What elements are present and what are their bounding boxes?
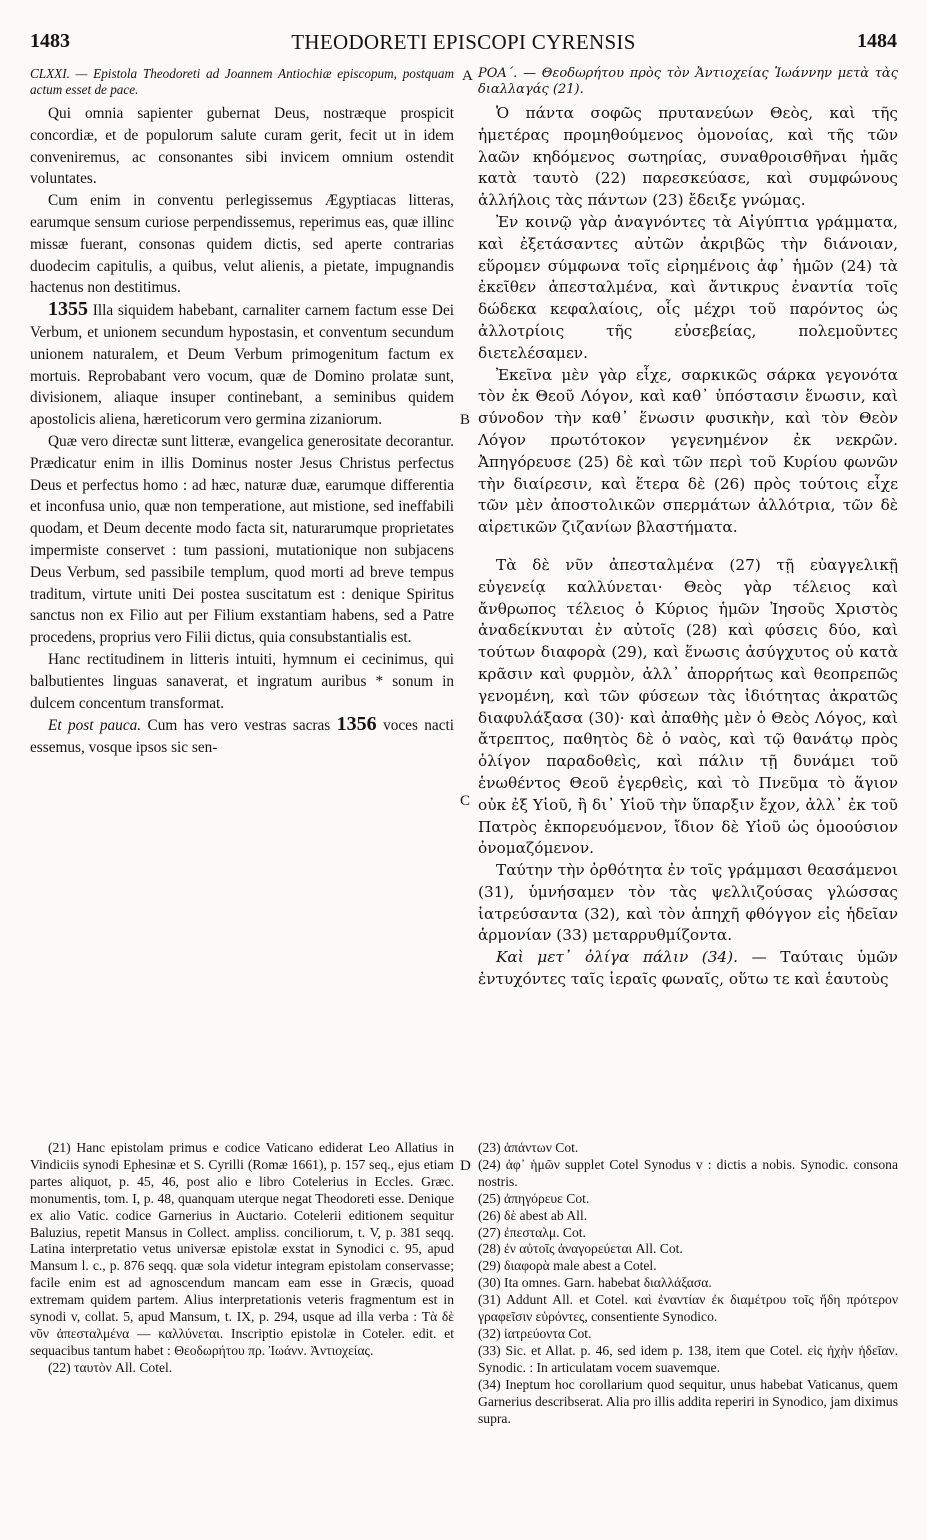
footnotes-right bbox=[478, 1140, 898, 1427]
footnote: (31) Addunt All. et Cotel. καὶ ἐναντίαν ἐκ διαμέτρου τοῖς ἤδη πρότερον γραφεῖσιν εὑρόντες, consentiente Synodico. bbox=[478, 1292, 898, 1325]
greek-paragraph: Ὁ πάντα σοφῶς πρυτανεύων Θεὸς, καὶ τῆς ἡμετέρας προμηθούμενος ὁμονοίας, καὶ τῆς τῶν λαῶν κηδόμενος σωτηρίας, συναθροισθῆναι ἡμᾶς κατὰ ταυτὸ (22) παρεσκεύασε, καὶ συμφώνους ἀλλήλοις τὰς πάντων (23) ἔδειξε γνώμας. bbox=[478, 104, 898, 210]
page-number-right: 1484 bbox=[857, 30, 897, 52]
latin-paragraph: Qui omnia sapienter gubernat Deus, nostræque prospicit concordiæ, et de populorum salute curam gerit, fecit ut in idem conveniremus, ac consonantes sibi invicem omnium ostendit voluntates. bbox=[30, 105, 454, 188]
greek-paragraph: Ἐν κοινῷ γὰρ ἀναγνόντες τὰ Αἰγύπτια γράμματα, καὶ ἐξετάσαντες αὐτῶν ἀκριβῶς τὴν διάνοιαν, εὕρομεν σύμφωνα τοῖς εἰρημένοις ἀφ᾽ ἡμῶν (24) τὰ ἐκεῖθεν ἀπεσταλμένα, καὶ ἄντικρυς ἐναντία τοῖς δώδεκα κεφαλαίοις, οἷς μέχρι τοῦ παρόντος ὡς ἀλλοτρίοις τῆς εὐσεβείας, πολεμοῦντες διετελέσαμεν. bbox=[478, 212, 898, 362]
greek-paragraph: Ταύτην τὴν ὀρθότητα ἐν τοῖς γράμμασι θεασάμενοι (31), ὑμνήσαμεν τὸν τὰς ψελλιζούσας γλώσσας ἰατρεύσαντα (32), καὶ τὸν ἀπηχῆ φθόγγον εἰς ἡδεῖαν ἁρμονίαν (33) μεταρρυθμίζοντα. bbox=[478, 861, 898, 945]
margin-mark-a: A bbox=[462, 68, 473, 84]
footnote: (27) ἐπεσταλμ. Cot. bbox=[478, 1224, 586, 1240]
footnote: (32) ἰατρεύοντα Cot. bbox=[478, 1325, 592, 1341]
latin-paragraph: 1355 Illa siquidem habebant, carnaliter carnem factum esse Dei Verbum, et unionem secundum hypostasin, et conventum secundum unionem naturalem, et Deum Verbum primogenitum factum ex mortuis. Reprobabant vero vocum, quæ de Domino prolatæ sunt, divisionem, aliaque insuper continebant, a seminibus quidem apostolicis aliena, hæreticorum vero germina zizaniorum. bbox=[30, 298, 454, 429]
greek-paragraph: Τὰ δὲ νῦν ἀπεσταλμένα (27) τῇ εὐαγγελικῇ εὐγενείᾳ καλλύνεται· Θεὸς γὰρ τέλειος καὶ ἄνθρωπος τέλειος ὁ Κύριος ἡμῶν Ἰησοῦς Χριστὸς ἀναδείκνυται ἐν αὐτοῖς (28) καὶ φύσεις δύο, καὶ τούτων διαφορὰ (29), καὶ ἕνωσις ἀσύγχυτος οὐ κατὰ κρᾶσιν καὶ φυρμὸν, ἀλλ᾽ ἀπορρήτως καὶ θεοπρεπῶς γενομένη, καὶ τῶν φύσεων τὰς ἰδιότητας ἀκρατῶς διαφυλάξασα (30)· καὶ ἀπαθὴς μὲν ὁ Θεὸς Λόγος, καὶ ἄτρεπτος, παθητὸς δὲ ὁ ναὸς, καὶ τῷ θανάτῳ πρὸς ὀλίγον παραδοθεὶς, καὶ πάλιν τῇ δυνάμει τοῦ ἑνωθέντος Θεοῦ ἐγερθεὶς, καὶ τὸ Πνεῦμα τὸ ἅγιον οὐκ ἐξ Υἱοῦ, ἢ δι᾽ Υἱοῦ τὴν ὕπαρξιν ἔχον, ἀλλ᾽ ἐκ τοῦ Πατρὸς ἐκπορευόμενον, ἴδιον δὲ Υἱοῦ ὡς ὁμοούσιον ὀνομαζόμενον. bbox=[478, 555, 898, 858]
page-number-left: 1483 bbox=[30, 30, 70, 52]
footnote: (30) Ita omnes. Garn. habebat διαλλάξασα. bbox=[478, 1275, 712, 1291]
footnotes-left bbox=[30, 1140, 454, 1377]
greek-paragraph: Ἐκεῖνα μὲν γὰρ εἶχε, σαρκικῶς σάρκα γεγονότα τὸν ἐκ Θεοῦ Λόγον, καὶ καθ᾽ ὑπόστασιν ἕνωσιν, καὶ σύνοδον τὴν καθ᾽ ἕνωσιν φυσικὴν, καὶ τὸν Θεὸν Λόγον πρωτότοκον γεγενημένον ἐκ νεκρῶν. Ἀπηγόρευσε (25) δὲ καὶ τῶν περὶ τοῦ Κυρίου φωνῶν τὴν διαίρεσιν, καὶ ἕτερα δὲ (26) πρὸς τούτοις εἶχε τῶν μὲν ἀποστολικῶν σπερμάτων ἀλλότρια, τῶν δὲ αἱρετικῶν ζιζανίων βλαστήματα. bbox=[478, 365, 898, 537]
margin-mark-b: B bbox=[460, 412, 471, 428]
page-header bbox=[30, 30, 897, 60]
footnote: (26) δὲ abest ab All. bbox=[478, 1207, 588, 1223]
greek-title: ΡΟΑ΄. — Θεοδωρήτου πρὸς τὸν Ἀντιοχείας Ἰωάννην μετὰ τὰς διαλλαγάς (21). bbox=[478, 66, 898, 97]
footnote: (21) Hanc epistolam primus e codice Vaticano ediderat Leo Allatius in Vindiciis synodi Ephesinæ et S. Cyrilli (Romæ 1661), p. 157 seq., ejus etiam partes aliquot, p. 45, 46, post alio e libro Cotelerius in Eccles. Græc. monumentis, tom. I, p. 48, quanquam uterque negat Theodoreti esse. Denique ex alio Vatic. codice Garnerius in Auctario. Cotelerii editionem sequitur Baluzius, repetit Mansus in Collect. ampliss. conciliorum, t. V, p. 381 seqq. Latina interpretatio vetus universæ epistolæ exstat in Synodici c. 95, apud Mansum l. c., p. 876 seqq. quæ sola videtur integram epistolam conservasse; facile enim est ad agnoscendum mancam eam esse in Græcis, quoad extremam quidem partem. Alius interpretationis veteris fragmentum est in synodi v, collat. 5, apud Mansum, t. IX, p. 294, usque ad illa verba : Τὰ δὲ νῦν ἀπεσταλμένα — καλλύνεται. Inscriptio epistolæ in Coteler. edit. et sequacibus tantum habet : Θεοδωρήτου πρ. Ἰωάνν. Ἀντιοχείας. bbox=[30, 1140, 454, 1358]
footnote: (24) ἀφ᾽ ἡμῶν supplet Cotel Synodus v : dictis a nobis. Synodic. consona nostris. bbox=[478, 1156, 898, 1189]
latin-column bbox=[30, 66, 454, 759]
footnote: (22) ταυτὸν All. Cotel. bbox=[48, 1359, 173, 1375]
footnote: (23) ἁπάντων Cot. bbox=[478, 1140, 579, 1155]
footnote: (33) Sic. et Allat. p. 46, sed idem p. 138, item que Cotel. εἰς ἠχὴν ἡδεῖαν. Synodic. : In articulatam vocem suavemque. bbox=[478, 1342, 898, 1375]
greek-paragraph: Καὶ μετ᾽ ὀλίγα πάλιν (34). — Ταύταις ὑμῶν ἐντυχόντες ταῖς ἱεραῖς φωναῖς, οὕτω τε καὶ ἑαυτοὺς bbox=[478, 948, 898, 989]
footnote: (34) Ineptum hoc corollarium quod sequitur, unus habebat Vaticanus, quem Garnerius describserat. Alia pro illis addita reperiri in Synodico, jam diximus supra. bbox=[478, 1376, 898, 1426]
latin-paragraph: Cum enim in conventu perlegissemus Ægyptiacas litteras, earumque sensum curiose perpendissemus, reperimus eas, quæ illinc missæ fuerant, consonas quidem dictis, sed aperte contrarias duodecim capitulis, a quibus, velut alienis, a pietate, impugnandis hactenus non destitimus. bbox=[30, 192, 454, 297]
running-title: THEODORETI EPISCOPI CYRENSIS bbox=[291, 30, 636, 54]
column-number: 1355 bbox=[48, 298, 88, 321]
greek-column bbox=[478, 66, 898, 991]
footnote: (28) ἐν αὐτοῖς ἀναγορεύεται All. Cot. bbox=[478, 1241, 683, 1257]
latin-paragraph: Quæ vero directæ sunt litteræ, evangelica generositate decorantur. Prædicatur enim in illis Dominus noster Jesus Christus perfectus Deus et perfectus homo : ad hæc, naturæ duæ, earumque differentia et inconfusa unio, quæ non temperatione, aut mistione, sed ineffabili quodam, et Deum decente modo facta sit, naturarumque proprietates impermiste conservet : tum passioni, mutationique non subjacens Deus Verbum, sed passibile templum, quod morti ad breve tempus traditum, virtute uniti Dei postea suscitatum est : denique Spiritus sanctus non ex Filio aut per Filium exstantiam habens, sed a Patre procedens, proprius vero Filii dictus, quia consubstantialis est. bbox=[30, 432, 454, 647]
column-number: 1356 bbox=[336, 713, 377, 736]
latin-paragraph: Hanc rectitudinem in litteris intuiti, hymnum ei cecinimus, qui balbutientes linguas sanaverat, et ingratum auribus * sonum in dulcem concentum transformat. bbox=[30, 650, 454, 712]
footnote: (25) ἀπηγόρευε Cot. bbox=[478, 1190, 590, 1206]
footnote: (29) διαφορὰ male abest a Cotel. bbox=[478, 1258, 657, 1274]
latin-paragraph: Et post pauca. Cum has vero vestras sacras 1356 voces nacti essemus, vosque ipsos sic sen- bbox=[30, 713, 455, 757]
margin-mark-d: D bbox=[460, 1158, 471, 1174]
latin-title: CLXXI. — Epistola Theodoreti ad Joannem Antiochiæ episcopum, postquam actum esset de pace. bbox=[30, 66, 454, 97]
margin-mark-c: C bbox=[460, 793, 471, 809]
